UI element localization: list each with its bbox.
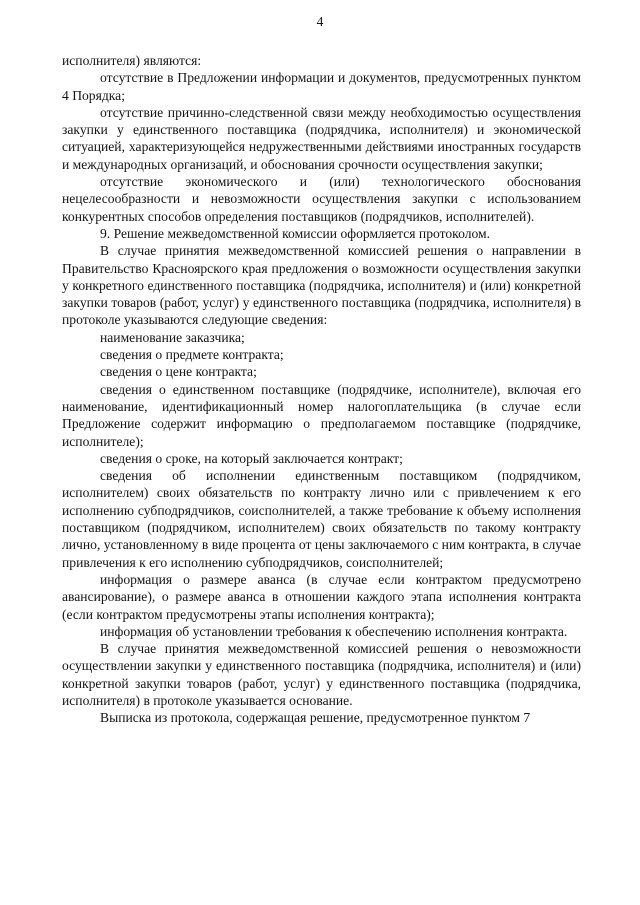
paragraph: сведения о предмете контракта; [100, 347, 284, 363]
paragraph: сведения об исполнении единственным поставщиком (подрядчиком, исполнителем) своих обязательств по контракту лично или с привлечением к его исполнению субподрядчиков, соисполнителей, а также требование к объему исполнения поставщиком (подрядчиком, исполнителем) своих обязательств по такому контракту лично, установленному в виде процента от цены заключаемого с ним контракта, в случае привлечения к его исполнению субподрядчиков, соисполнителей; [62, 468, 581, 570]
paragraph: отсутствие экономического и (или) технологического обоснования нецелесообразности и невозможности осуществления закупки с использованием конкурентных способов определения поставщиков (подрядчиков, исполнителей). [62, 174, 581, 224]
document-body [62, 52, 581, 727]
paragraph: В случае принятия межведомственной комиссией решения о невозможности осуществлении закупки у единственного поставщика (подрядчика, исполнителя) и (или) конкретной закупки товаров (работ, услуг) у единственного поставщика (подрядчика, исполнителя) в протоколе указывается основание. [62, 641, 581, 708]
paragraph: сведения о сроке, на который заключается контракт; [100, 450, 403, 466]
paragraph: отсутствие причинно-следственной связи между необходимостью осуществления закупки у единственного поставщика (подрядчика, исполнителя) и экономической ситуацией, характеризующейся недружественными действиями иностранных государств и международных организаций, и обоснования срочности осуществления закупки; [62, 104, 581, 172]
page-number: 4 [316, 14, 324, 29]
paragraph: исполнителя) являются: [62, 53, 202, 68]
paragraph: 9. Решение межведомственной комиссии оформляется протоколом. [100, 225, 491, 241]
paragraph: информация о размере аванса (в случае если контрактом предусмотрено авансирование), о размере аванса в отношении каждого этапа исполнения контракта (если контрактом предусмотрены этапы исполнения контракта); [62, 571, 581, 622]
paragraph: информация об установлении требования к обеспечению исполнения контракта. [100, 623, 568, 639]
paragraph: Выписка из протокола, содержащая решение, предусмотренное пунктом 7 [100, 710, 531, 726]
paragraph: В случае принятия межведомственной комиссией решения о направлении в Правительство Красноярского края предложения о возможности осуществления закупки у конкретного единственного поставщика (подрядчика, исполнителя) и (или) конкретной закупки товаров (работ, услуг) у единственного поставщика (подрядчика, исполнителя) в протоколе указываются следующие сведения: [62, 243, 581, 328]
paragraph: сведения о единственном поставщике (подрядчике, исполнителе), включая его наименование, идентификационный номер налогоплательщика (в случае если Предложение содержит информацию о предполагаемом поставщике (подрядчике, исполнителе); [62, 381, 581, 449]
paragraph: наименование заказчика; [100, 329, 245, 345]
paragraph: отсутствие в Предложении информации и документов, предусмотренных пунктом 4 Порядка; [62, 70, 581, 103]
paragraph: сведения о цене контракта; [100, 364, 257, 380]
